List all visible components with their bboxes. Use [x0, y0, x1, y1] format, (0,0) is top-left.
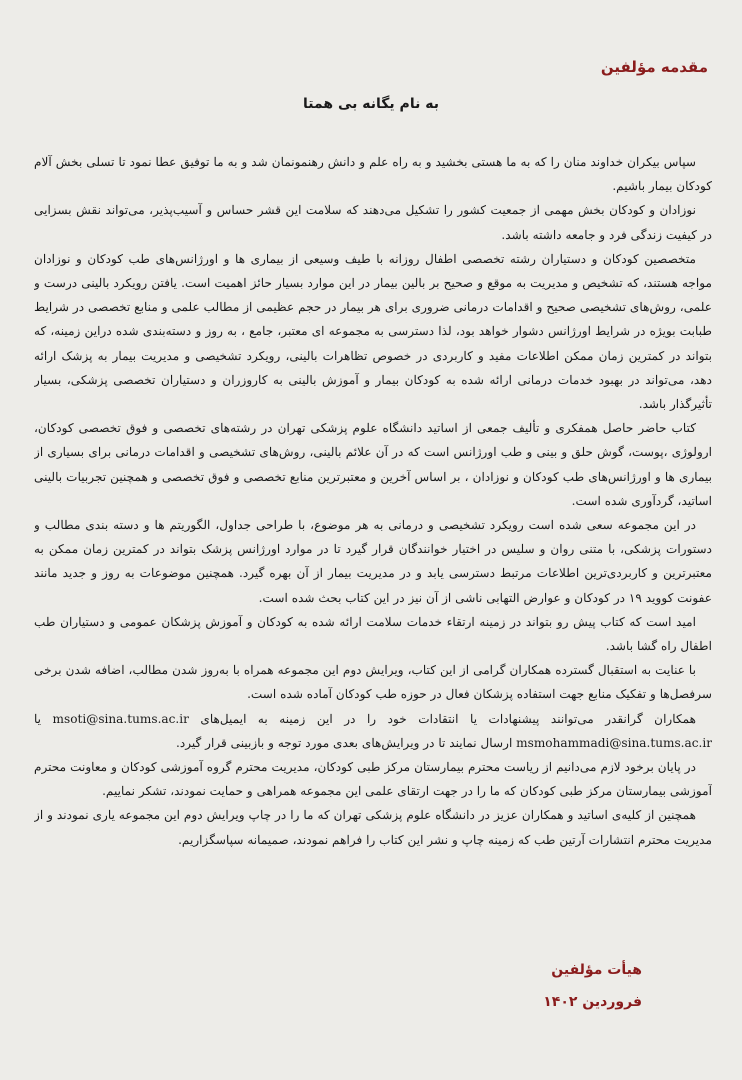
paragraph: متخصصین کودکان و دستیاران رشته تخصصی اطفال روزانه با طیف وسیعی از بیماری ها و اورژانس‌های طب کودکان و نوزادان مواجه هستند، که تشخیص و مدیریت به موقع و صحیح بر بالین بیمار در این موارد بسیار حائز اهمیت است. یافتن رویکرد بالینی درست و علمی، روش‌های تشخیصی صحیح و اقدامات درمانی ضروری برای هر بیمار در حجم عظیمی از مطالب علمی و منابع تخصصی در شرایط طبابت بویژه در شرایط اورژانس دشوار خواهد بود، لذا دسترسی به مجموعه ای معتبر، جامع ، به روز و دسته‌بندی شده دراین زمینه، که بتواند در کمترین زمان ممکن اطلاعات مفید و کاربردی در خصوص تظاهرات بالینی، رویکرد تشخیصی و مدیریت بیمار به پزشک ارائه دهد، می‌تواند در بهبود خدمات درمانی ارائه شده به کودکان بیمار و آموزش بالینی به کاروزران و دستیاران تخصصی پزشکی، بسیار تأثیرگذار باشد. — [34, 251, 712, 412]
paragraph: در این مجموعه سعی شده است رویکرد تشخیصی و درمانی به هر موضوع، با طراحی جداول، الگوریتم ها و دسته بندی مطالب و دستورات پزشکی، با متنی روان و سلیس در اختیار خوانندگان قرار گیرد تا در موارد اورژانس پزشک بتواند در کمترین زمان ممکن به معتبرترین و کاربردی‌ترین اطلاعات مرتبط دسترسی یابد و در مدیریت بیمار از آن بهره گیرد. همچنین موضوعات به روز و جدید مانند عفونت کووید ۱۹ در کودکان و عوارض التهابی ناشی از آن نیز در این کتاب بحث شده است. — [34, 518, 712, 605]
paragraph: امید است که کتاب پیش رو بتواند در زمینه ارتقاء خدمات سلامت ارائه شده به کودکان و آموزش پزشکان عمومی و دستیاران طب اطفال راه گشا باشد. — [34, 614, 712, 654]
authors-signature: هیأت مؤلفین — [551, 962, 642, 978]
paragraph: همکاران گرانقدر می‌توانند پیشنهادات یا انتقادات خود را در این زمینه به ایمیل‌های msoti@sina.tums.ac.ir یا msmohammadi@sina.tums.ac.ir ارسال نمایند تا در ویرایش‌های بعدی مورد توجه و بازبینی قرار گیرد. — [34, 711, 712, 750]
section-heading: مقدمه مؤلفین — [600, 58, 708, 76]
paragraph: نوزادان و کودکان بخش مهمی از جمعیت کشور را تشکیل می‌دهند که سلامت این قشر حساس و آسیب‌پذیر، می‌تواند نقش بسزایی در کیفیت زندگی فرد و جامعه داشته باشد. — [34, 203, 712, 242]
paragraph: همچنین از کلیه‌ی اساتید و همکاران عزیز در دانشگاه علوم پزشکی تهران که ما را در چاپ ویرایش دوم این مجموعه یاری نمودند و از مدیریت محترم انتشارات آرتین طب که زمینه چاپ و نشر این کتاب را فراهم نمودند، صمیمانه سپاسگزاریم. — [34, 808, 712, 847]
paragraph: کتاب حاضر حاصل همفکری و تألیف جمعی از اساتید دانشگاه علوم پزشکی تهران در رشته‌های تخصصی و فوق تخصصی کودکان، ارولوژی ،پوست، گوش حلق و بینی و طب اورژانس است که در آن علائم بالینی، روش‌های تشخیصی و اقدامات درمانی برای بسیاری از بیماری ها و اورژانس‌های طب کودکان و نوزادان ، بر اساس آخرین و معتبرترین منابع تخصصی و فوق تخصصی و همچنین تجربیات بالینی اساتید، گردآوری شده است. — [34, 421, 712, 508]
signature-date: فروردین ۱۴۰۲ — [543, 994, 642, 1010]
preface-body — [34, 150, 712, 955]
dedication-line: به نام یگانه بی همتا — [303, 96, 439, 112]
paragraph: سپاس بیکران خداوند منان را که به ما هستی بخشید و به راه علم و دانش رهنمونمان شد و به ما توفیق عطا نمود تا تسلی بخش آلام کودکان بیمار باشیم. — [34, 155, 712, 194]
paragraph: در پایان برخود لازم می‌دانیم از ریاست محترم بیمارستان مرکز طبی کودکان، مدیریت محترم گروه آموزشی کودکان و معاونت محترم آموزشی بیمارستان مرکز طبی کودکان که ما را در جهت ارتقای علمی این مجموعه همراهی و حمایت نمودند، تشکر نماییم. — [34, 760, 712, 799]
paragraph: با عنایت به استقبال گسترده همکاران گرامی از این کتاب، ویرایش دوم این مجموعه همراه با به‌روز شدن مطالب، اضافه شدن برخی سرفصل‌ها و تفکیک منابع جهت استفاده پزشکان فعال در حوزه طب کودکان آماده شده است. — [34, 663, 712, 702]
